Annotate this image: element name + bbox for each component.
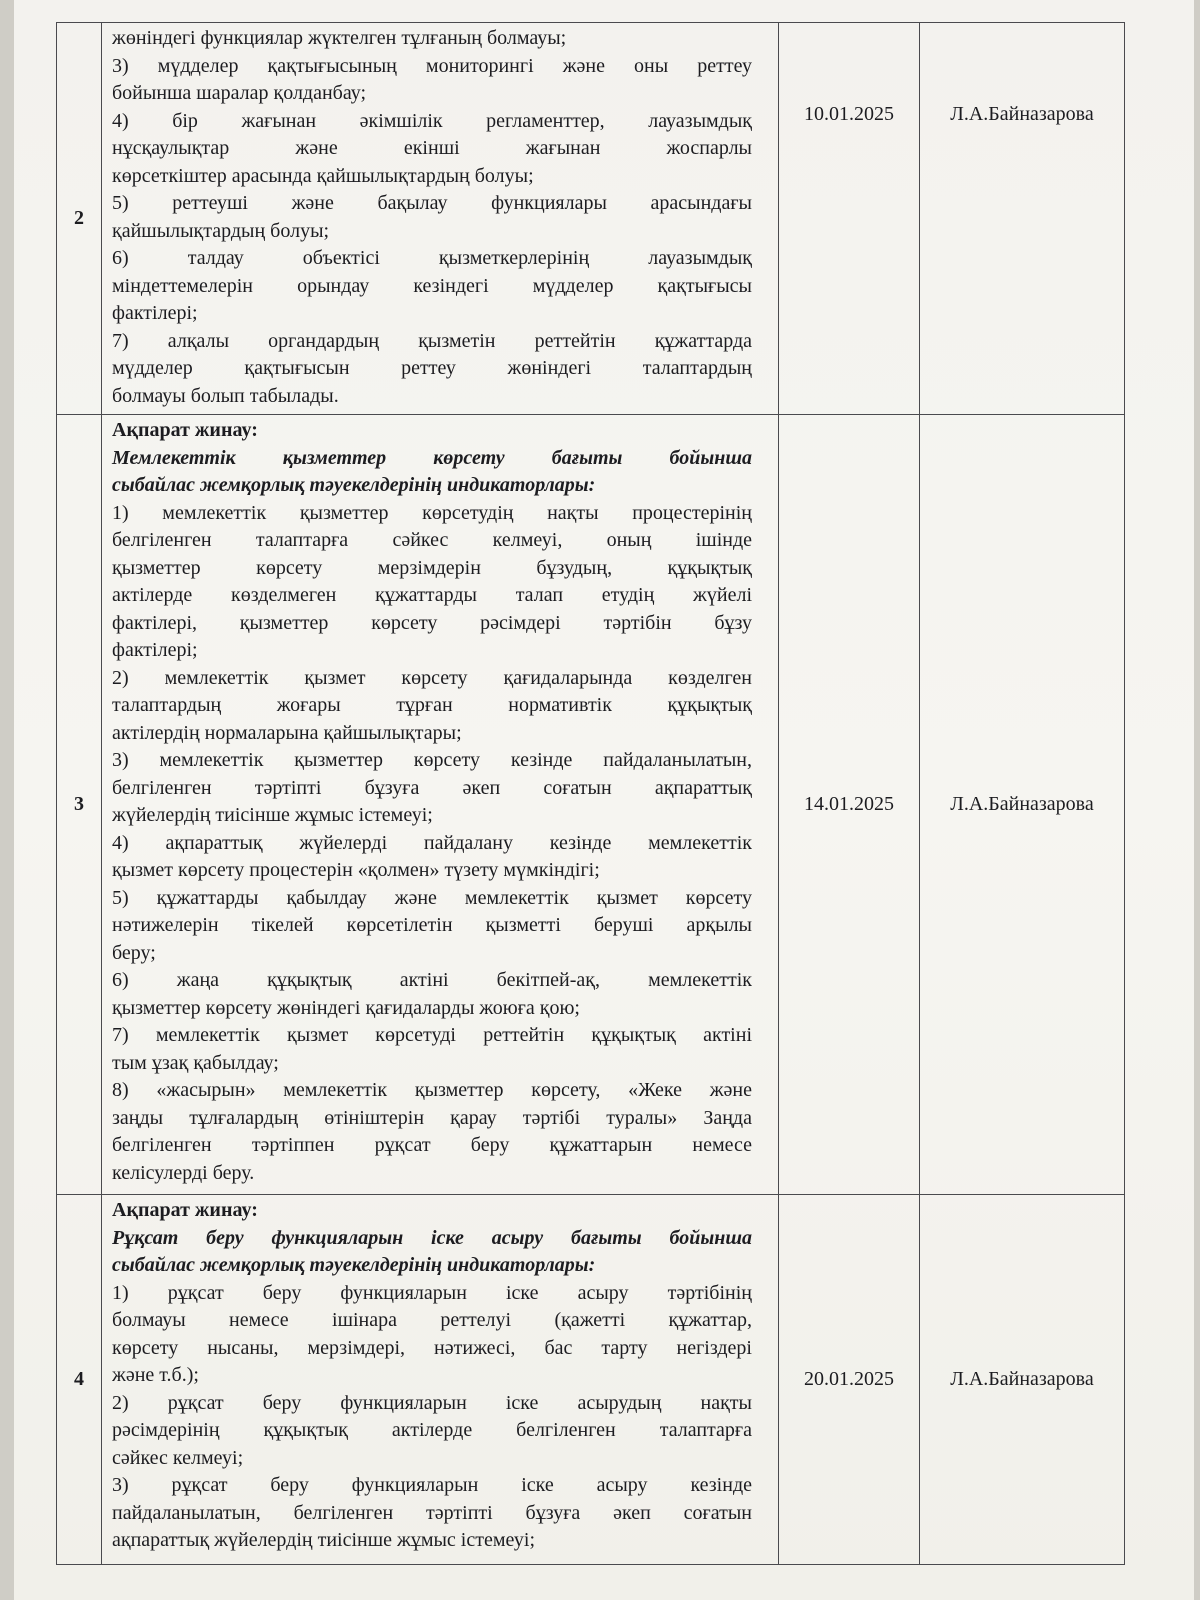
text-line: 3) мемлекеттік қызметтер көрсету кезінде пайдаланылатын,: [112, 749, 752, 771]
text-line: актілерде көзделмеген құжаттарды талап етудің жүйелі: [112, 584, 752, 606]
text-line: 5) реттеуші және бақылау функциялары арасындағы: [112, 192, 752, 214]
text-line: қайшылықтардың болуы;: [112, 219, 330, 242]
text-line: заңды тұлғалардың өтініштерін қарау тәртібі туралы» Заңда: [112, 1106, 752, 1129]
row-date: 14.01.2025: [779, 415, 920, 1195]
text-line: 4) ақпараттық жүйелерді пайдалану кезінде мемлекеттік: [112, 831, 752, 854]
document-page: [14, 0, 1194, 1600]
action-plan-table: [56, 22, 1125, 1565]
row-responsible: Л.А.Байназарова: [920, 415, 1125, 1195]
text-line: жөніндегі функциялар жүктелген тұлғаның болмауы;: [112, 27, 567, 49]
text-line: пайдаланылатын, белгіленген тәртіпті бұзуға әкеп соғатын: [112, 1501, 752, 1524]
text-line: мүдделер қақтығысын реттеу жөніндегі талаптардың: [112, 357, 752, 379]
text-line: 7) мемлекеттік қызмет көрсетуді реттейтін құқықтық актіні: [112, 1024, 752, 1046]
text-line: фактілері;: [112, 302, 198, 324]
text-line: белгіленген талаптарға сәйкес келмеуі, оның ішінде: [112, 529, 752, 551]
date-text: 10.01.2025: [804, 103, 894, 125]
text-line: рәсімдерінің құқықтық актілерде белгіленген талаптарға: [112, 1419, 752, 1441]
text-line: 5) құжаттарды қабылдау және мемлекеттік қызмет көрсету: [112, 886, 752, 909]
text-line: 4) бір жағынан әкімшілік регламенттер, лауазымдық: [112, 109, 752, 132]
text-line: және т.б.);: [112, 1364, 199, 1386]
text-line: қызмет көрсету процестерін «қолмен» түзету мүмкіндігі;: [112, 859, 600, 881]
row-date: [779, 23, 920, 415]
text-line: 8) «жасырын» мемлекеттік қызметтер көрсету, «Жеке және: [112, 1079, 752, 1101]
text-line: келісулерді беру.: [112, 1161, 255, 1184]
text-line: көрсеткіштер арасында қайшылықтардың болуы;: [112, 164, 534, 187]
text-line: беру;: [112, 941, 156, 964]
responsible-text: Л.А.Байназарова: [950, 103, 1094, 125]
text-line: белгіленген тәртіппен рұқсат беру құжаттарын немесе: [112, 1134, 752, 1156]
text-line: 2) мемлекеттік қызмет көрсету қағидаларында көзделген: [112, 666, 752, 689]
row-responsible: Л.А.Байназарова: [920, 1195, 1125, 1565]
text-line: 1) рұқсат беру функцияларын іске асыру тәртібінің: [112, 1281, 752, 1304]
text-line: 2) рұқсат беру функцияларын іске асырудың нақты: [112, 1391, 752, 1414]
text-line: 6) талдау объектісі қызметкерлерінің лауазымдық: [112, 247, 752, 269]
row-number: 3: [57, 415, 102, 1195]
text-line: қызметтер көрсету жөніндегі қағидаларды жоюға қою;: [112, 996, 580, 1019]
text-line: нәтижелерін тікелей көрсетілетін қызметті беруші арқылы: [112, 914, 752, 936]
text-line: 6) жаңа құқықтық актіні бекітпей-ақ, мемлекеттік: [112, 969, 752, 991]
table-row: [57, 23, 1125, 415]
text-line: 1) мемлекеттік қызметтер көрсетудің нақты процестерінің: [112, 501, 752, 524]
row-description: [102, 1195, 779, 1565]
row-number: 2: [57, 23, 102, 415]
text-line: белгіленген тәртіпті бұзуға әкеп соғатын ақпараттық: [112, 776, 752, 799]
table-row: [57, 1195, 1125, 1565]
text-line: актілердің нормаларына қайшылықтары;: [112, 721, 462, 744]
section-subheading: Мемлекеттік қызметтер көрсету бағыты бойынша: [112, 446, 752, 469]
text-line: сәйкес келмеуі;: [112, 1446, 244, 1469]
row-description: [102, 23, 779, 415]
text-line: көрсету нысаны, мерзімдері, нәтижесі, бас тарту негіздері: [112, 1336, 752, 1359]
row-responsible: [920, 23, 1125, 415]
row-description: [102, 415, 779, 1195]
text-line: міндеттемелерін орындау кезіндегі мүдделер қақтығысы: [112, 274, 752, 297]
text-line: 3) мүдделер қақтығысының мониторингі және оны реттеу: [112, 54, 752, 77]
text-line: талаптардың жоғары тұрған нормативтік құқықтық: [112, 694, 752, 716]
text-line: болмауы болып табылады.: [112, 384, 339, 407]
section-heading: Ақпарат жинау:: [112, 419, 258, 441]
text-line: ақпараттық жүйелердің тиісінше жұмыс істемеуі;: [112, 1529, 535, 1551]
text-line: фактілері, қызметтер көрсету рәсімдері тәртібін бұзу: [112, 611, 752, 634]
text-line: 3) рұқсат беру функцияларын іске асыру кезінде: [112, 1474, 752, 1496]
section-subheading: сыбайлас жемқорлық тәуекелдерінің индикаторлары:: [112, 1254, 596, 1276]
text-line: жүйелердің тиісінше жұмыс істемеуі;: [112, 804, 433, 826]
text-line: болмауы немесе ішінара реттелуі (қажетті құжаттар,: [112, 1309, 752, 1331]
row-number: 4: [57, 1195, 102, 1565]
section-heading: Ақпарат жинау:: [112, 1199, 258, 1221]
text-line: 7) алқалы органдардың қызметін реттейтін құжаттарда: [112, 329, 752, 352]
text-line: нұсқаулықтар және екінші жағынан жоспарлы: [112, 137, 752, 159]
table-row: [57, 415, 1125, 1195]
section-subheading: сыбайлас жемқорлық тәуекелдерінің индикаторлары:: [112, 474, 596, 496]
text-line: бойынша шаралар қолданбау;: [112, 82, 367, 104]
text-line: фактілері;: [112, 639, 198, 661]
text-line: тым ұзақ қабылдау;: [112, 1051, 279, 1074]
section-subheading: Рұқсат беру функцияларын іске асыру бағыты бойынша: [112, 1226, 752, 1249]
text-line: қызметтер көрсету мерзімдерін бұзудың, құқықтық: [112, 556, 752, 579]
row-date: 20.01.2025: [779, 1195, 920, 1565]
